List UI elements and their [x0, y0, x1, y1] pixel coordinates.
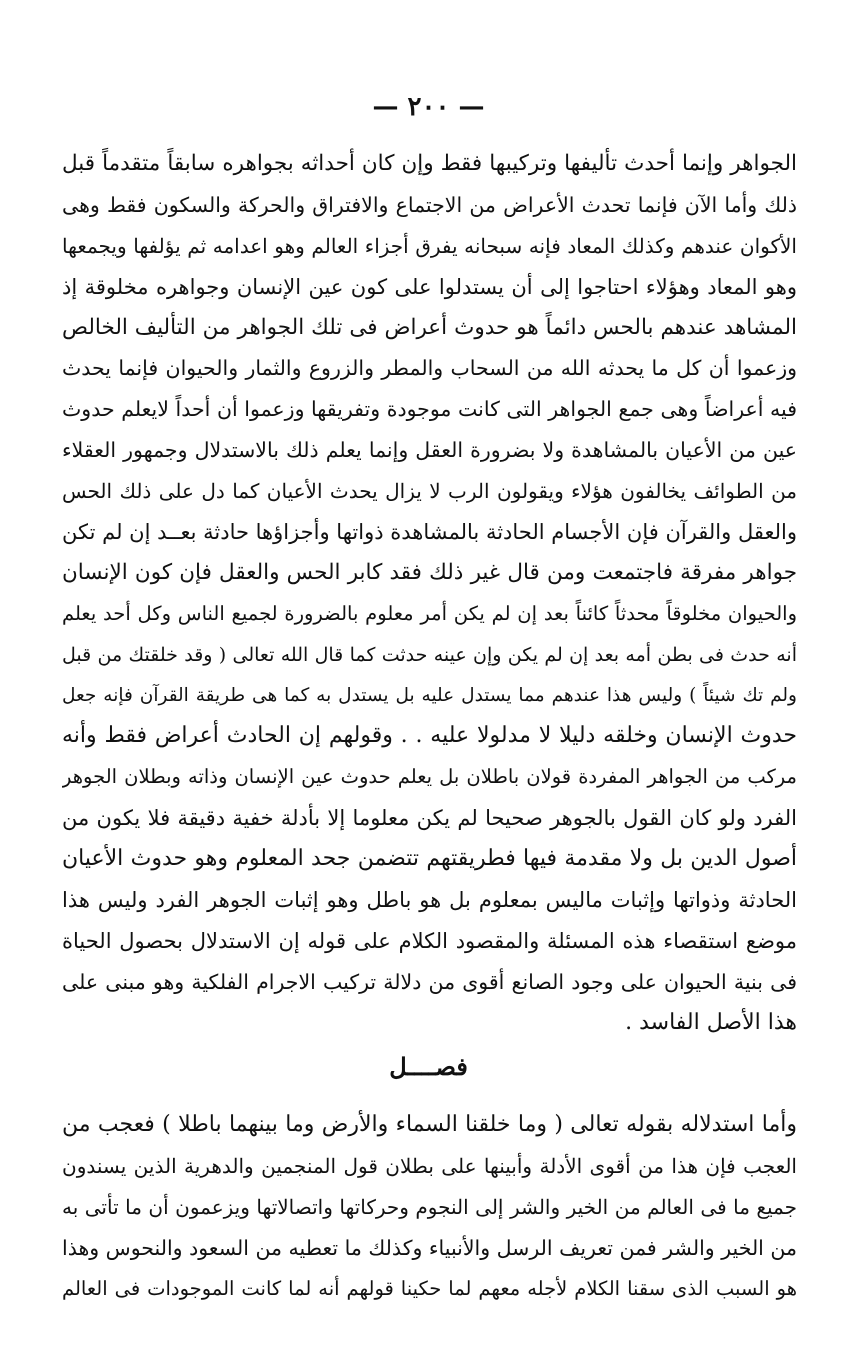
- text-line: عين من الأعيان بالمشاهدة ولا بضرورة العقل وإنما يعلم ذلك بالاستدلال وجمهور العقلاء: [62, 438, 797, 463]
- text-line: الحادثة وذواتها وإثبات ماليس بمعلوم بل هو باطل وهو إثبات الجوهر الفرد وليس هذا: [62, 888, 797, 913]
- paragraph-main: [62, 144, 797, 1044]
- page-number: — ٢٠٠ —: [372, 92, 485, 122]
- text-line: الفرد ولو كان القول بالجوهر صحيحا لم يكن معلوما إلا بأدلة خفية دقيقة فلا يكون من: [62, 806, 797, 831]
- text-line: هذا الأصل الفاسد .: [625, 1009, 797, 1035]
- text-line: من الخير والشر فمن تعريف الرسل والأنبياء وكذلك ما تعطيه من السعود والنحوس وهذا: [62, 1235, 797, 1260]
- text-line: موضع استقصاء هذه المسئلة والمقصود الكلام على قوله إن الاستدلال بحصول الحياة: [62, 928, 797, 953]
- text-line: وهو المعاد وهؤلاء احتاجوا إلى أن يستدلوا على كون عين الإنسان وجواهره مخلوقة إذ: [62, 274, 797, 299]
- text-line: فيه أعراضاً وهى جمع الجواهر التى كانت موجودة وتفريقها وزعموا أن أحداً لايعلم حدوث: [62, 397, 797, 422]
- text-line: وزعموا أن كل ما يحدثه الله من السحاب والمطر والزروع والثمار والحيوان فإنما يحدث: [62, 356, 797, 381]
- paragraph-section: [62, 1105, 797, 1309]
- text-line: وأما استدلاله بقوله تعالى ( وما خلقنا السماء والأرض وما بينهما باطلا ) فعجب من: [62, 1112, 797, 1137]
- text-line: ولم تك شيئاً ) وليس هذا عندهم مما يستدل عليه بل يستدل به كما هى طريقة القرآن فإنه جعل: [62, 684, 797, 706]
- text-line: والعقل والقرآن فإن الأجسام الحادثة بالمشاهدة ذواتها وأجزاؤها حادثة بعــد إن لم تكن: [62, 520, 797, 545]
- text-line: أنه حدث فى بطن أمه بعد إن لم يكن وإن عينه حدثت كما قال الله تعالى ( وقد خلقتك من قبل: [62, 643, 797, 666]
- text-line: العجب فإن هذا من أقوى الأدلة وأبينها على بطلان قول المنجمين والدهرية الذين يسندون: [62, 1153, 797, 1178]
- text-line: الجواهر وإنما أحدث تأليفها وتركيبها فقط وإن كان أحداثه بجواهره سابقاً متقدماً قبل: [62, 151, 797, 176]
- text-line: مركب من الجواهر المفردة قولان باطلان بل يعلم حدوث عين الإنسان وذاته وبطلان الجوهر: [62, 765, 797, 789]
- text-line: ذلك وأما الآن فإنما تحدث الأعراض من الاجتماع والافتراق والحركة والسكون فقط وهى: [62, 192, 797, 217]
- text-line: جميع ما فى العالم من الخير والشر إلى النجوم وحركاتها واتصالاتها ويزعمون أن ما تأتى به: [62, 1194, 797, 1219]
- text-line: الأكوان عندهم وكذلك المعاد فإنه سبحانه يفرق أجزاء العالم وهو اعدامه ثم يؤلفها ويجمعها: [62, 233, 797, 258]
- text-line: جواهر مفرقة فاجتمعت ومن قال غير ذلك فقد كابر الحس والعقل فإن كون الإنسان: [62, 559, 797, 585]
- text-line: حدوث الإنسان وخلقه دليلا لا مدلولا عليه . . وقولهم إن الحادث أعراض فقط وأنه: [62, 723, 797, 749]
- text-line: المشاهد عندهم بالحس دائماً هو حدوث أعراض فى تلك الجواهر من التأليف الخالص: [62, 314, 797, 340]
- text-line: والحيوان مخلوقاً محدثاً كائناً بعد إن لم يكن أمر معلوم بالضرورة لجميع الناس وكل أحد يعلم: [62, 601, 797, 625]
- text-line: من الطوائف يخالفون هؤلاء ويقولون الرب لا يزال يحدث الأعيان كما دل على ذلك الحس: [62, 479, 797, 504]
- text-line: فى بنية الحيوان على وجود الصانع أقوى من دلالة تركيب الاجرام الفلكية وهو مبنى على: [62, 969, 797, 994]
- section-heading: فصــــل: [389, 1052, 468, 1081]
- text-line: أصول الدين بل ولا مقدمة فيها فطريقتهم تتضمن جحد المعلوم وهو حدوث الأعيان: [62, 846, 797, 872]
- text-line: هو السبب الذى سقنا الكلام لأجله معهم لما حكينا قولهم أنه لما كانت الموجودات فى العالم: [62, 1276, 797, 1300]
